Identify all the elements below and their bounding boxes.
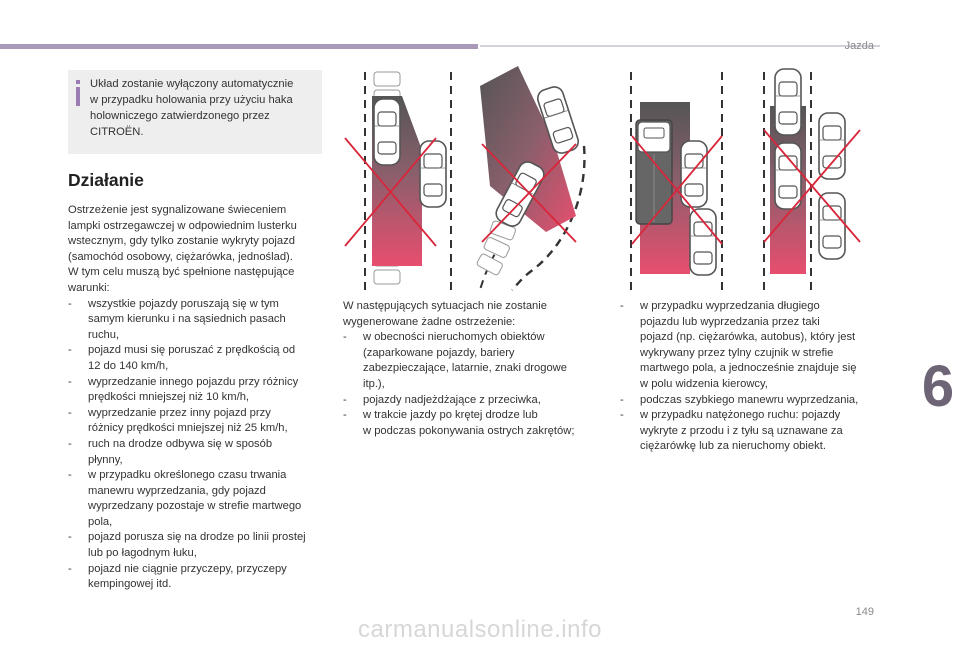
- paragraph-line: (samochód osobowy, ciężarówka, jednoślad).: [68, 250, 293, 263]
- list-item-line: zabezpieczające, latarnie, znaki drogowe: [363, 362, 567, 375]
- chapter-number: 6: [921, 353, 955, 419]
- list-item-line: 12 do 140 km/h,: [88, 359, 169, 372]
- paragraph-line: lampki ostrzegawczej w odpowiednim lusterku: [68, 219, 297, 232]
- chapter-tab: [916, 338, 960, 434]
- scene-heavy-traffic: [764, 69, 860, 290]
- list-item-line: martwego pola, a jednocześnie znajduje się: [640, 362, 857, 375]
- scene-long-vehicle: [631, 72, 722, 290]
- list-item-line: płynny,: [88, 453, 123, 466]
- list-item-line: (zaparkowane pojazdy, bariery: [363, 346, 515, 359]
- list-item-line: w polu widzenia kierowcy,: [640, 377, 768, 390]
- scene-stationary-objects: [345, 72, 451, 290]
- page-number: 149: [855, 606, 874, 618]
- paragraph-line: warunki:: [68, 281, 110, 294]
- list-item-line: pojazd (np. ciężarówka, autobus), który jest: [640, 331, 856, 344]
- list-item-line: wszystkie pojazdy poruszają się w tym: [88, 297, 279, 310]
- no-warning-list-continued: [620, 299, 940, 455]
- list-item-line: wykryte z przodu i z tyłu są uznawane za: [640, 424, 843, 437]
- paragraph-line: wygenerowane żadne ostrzeżenie:: [343, 315, 516, 328]
- list-item-line: w przypadku określonego czasu trwania: [88, 469, 287, 482]
- list-item: [68, 562, 326, 593]
- info-line: holowniczego zatwierdzonego przez: [90, 110, 270, 122]
- header-accent-bar: [0, 44, 478, 49]
- paragraph-line: wstecznym, gdy tylko zostanie wykryty pojazd: [68, 235, 295, 248]
- list-item-line: w trakcie jazdy po krętej drodze lub: [363, 409, 538, 422]
- list-item-line: manewru wyprzedzania, gdy pojazd: [88, 484, 266, 497]
- list-item: [68, 343, 326, 374]
- list-item: [343, 408, 593, 439]
- info-line: w przypadku holowania przy użyciu haka: [90, 94, 293, 106]
- list-item-line: w przypadku natężonego ruchu: pojazdy: [640, 409, 841, 422]
- list-item: [68, 468, 326, 530]
- list-item-line: ruchu,: [88, 328, 120, 341]
- paragraph-line: W następujących sytuacjach nie zostanie: [343, 300, 547, 312]
- list-item-line: prędkości mniejszej niż 10 km/h,: [88, 391, 250, 404]
- list-item-line: wyprzedzany pozostaje w strefie martwego: [88, 500, 302, 513]
- list-item-line: różnicy prędkości mniejszej niż 25 km/h,: [88, 422, 288, 435]
- blind-spot-illustration: [340, 66, 880, 292]
- list-item-line: pola,: [88, 515, 113, 528]
- no-warning-list: [343, 330, 593, 439]
- list-item-line: pojazdy nadjeżdżające z przeciwka,: [363, 393, 541, 406]
- list-item-line: kempingowej itd.: [88, 578, 172, 591]
- list-item: [68, 375, 326, 406]
- info-text: [90, 76, 314, 140]
- left-intro: [68, 203, 326, 297]
- list-item: [620, 299, 940, 393]
- list-item-line: pojazd nie ciągnie przyczepy, przyczepy: [88, 562, 287, 575]
- list-item-line: ciężarówkę lub za nieruchomy obiekt.: [640, 440, 826, 453]
- list-item-line: w przypadku wyprzedzania długiego: [640, 300, 820, 312]
- middle-intro: [343, 299, 593, 330]
- list-item: [620, 408, 940, 455]
- list-item-line: pojazd musi się poruszać z prędkością od: [88, 344, 296, 357]
- info-line: CITROËN.: [90, 126, 144, 138]
- list-item-line: ruch na drodze odbywa się w sposób: [88, 437, 273, 450]
- paragraph-line: W tym celu muszą być spełnione następujące: [68, 266, 295, 279]
- list-item-line: w obecności nieruchomych obiektów: [363, 331, 545, 344]
- list-item-line: w podczas pokonywania ostrych zakrętów;: [363, 424, 575, 437]
- info-line: Układ zostanie wyłączony automatycznie: [90, 78, 294, 90]
- list-item-line: wyprzedzanie przez inny pojazd przy: [88, 406, 271, 419]
- right-column: [620, 299, 940, 455]
- info-icon: [76, 80, 80, 106]
- info-box: [68, 70, 322, 154]
- list-item-line: wyprzedzanie innego pojazdu przy różnicy: [88, 375, 299, 388]
- list-item-line: wykrywany przez tylny czujnik w strefie: [640, 346, 834, 359]
- conditions-list: [68, 297, 326, 593]
- list-item-line: lub po łagodnym łuku,: [88, 547, 197, 560]
- middle-column: [343, 299, 593, 439]
- list-item: [343, 330, 593, 392]
- left-column: [68, 203, 326, 593]
- scene-curved-road: [476, 66, 584, 290]
- list-item-line: pojazdu lub wyprzedzania przez taki: [640, 315, 820, 328]
- paragraph-line: Ostrzeżenie jest sygnalizowane świeceniem: [68, 204, 287, 216]
- list-item: [343, 393, 593, 409]
- list-item: [68, 530, 326, 561]
- section-title: Jazda: [844, 40, 874, 52]
- list-item-line: samym kierunku i na sąsiednich pasach: [88, 313, 286, 326]
- list-item-line: pojazd porusza się na drodze po linii prostej: [88, 531, 306, 544]
- header-divider: [480, 45, 880, 47]
- list-item: [68, 406, 326, 437]
- list-item-line: itp.),: [363, 377, 385, 390]
- list-item: [620, 393, 940, 409]
- list-item: [68, 437, 326, 468]
- section-heading: Działanie: [68, 170, 144, 190]
- list-item: [68, 297, 326, 344]
- watermark: carmanualsonline.info: [358, 616, 602, 643]
- list-item-line: podczas szybkiego manewru wyprzedzania,: [640, 393, 859, 406]
